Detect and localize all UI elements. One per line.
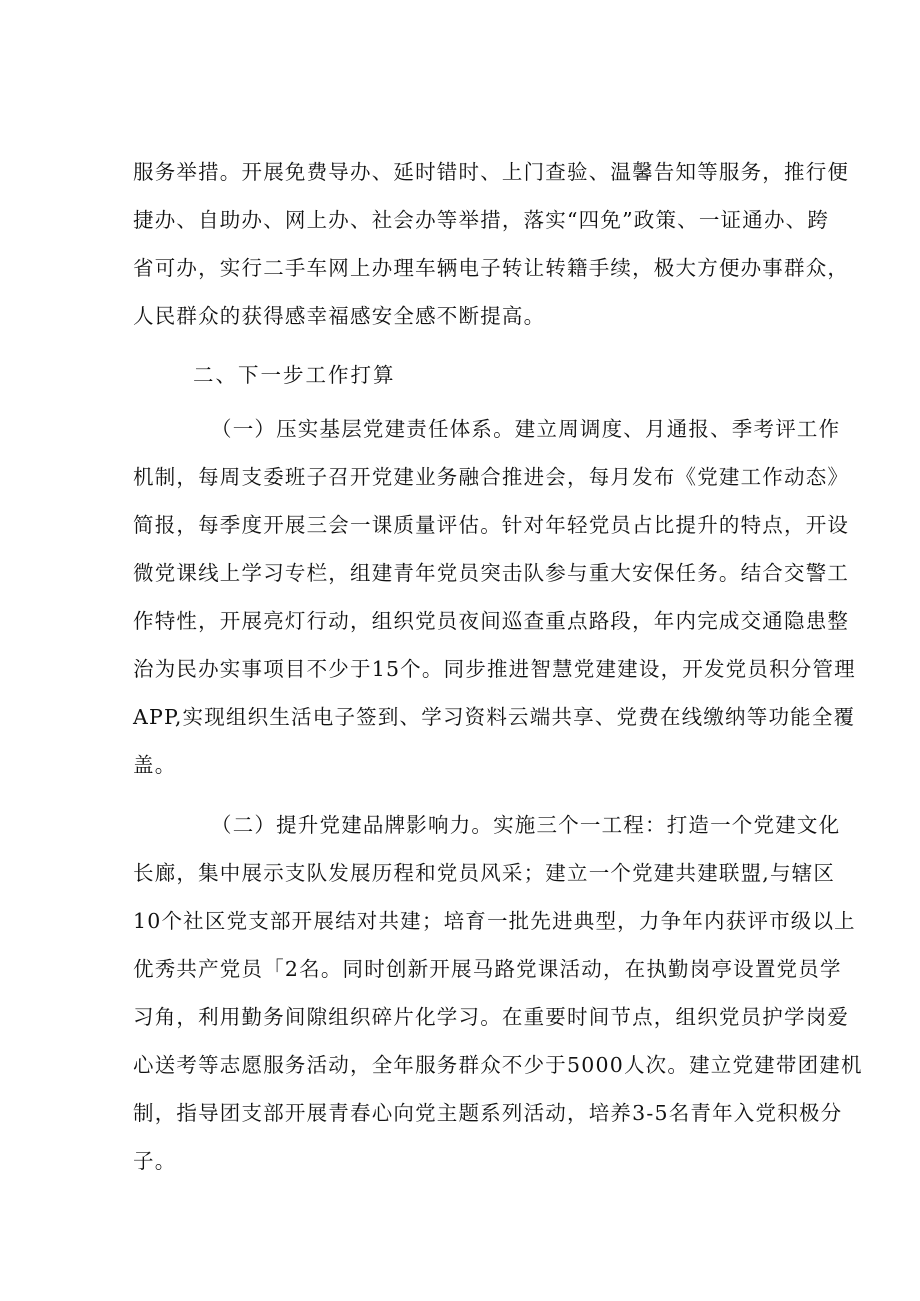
text-line: 捷办、自助办、网上办、社会办等举措，落实“四免”政策、一证通办、跨: [133, 208, 830, 232]
text-line: 微党课线上学习专栏，组建青年党员突击队参与重大安保任务。结合交警工: [133, 561, 850, 585]
text-line: 简报，每季度开展三会一课质量评估。针对年轻党员占比提升的特点，开设: [133, 513, 850, 537]
text-line: 省可办，实行二手车网上办理车辆电子转让转籍手续，极大方便办事群众，: [133, 256, 850, 280]
text-line: （一）压实基层党建责任体系。建立周调度、月通报、季考评工作: [211, 417, 841, 441]
paragraph-party-brand: [133, 801, 863, 1185]
text-line: 优秀共产党员「2名。同时创新开展马路党课活动，在执勤岗亭设置党员学: [133, 957, 842, 981]
text-line: 子。: [133, 1149, 177, 1173]
paragraph-party-responsibility: [133, 405, 856, 789]
spacer: [133, 340, 787, 351]
text-line: 心送考等志愿服务活动，全年服务群众不少于5000人次。建立党建带团建机: [133, 1053, 863, 1077]
text-line: 10个社区党支部开展结对共建；培育一批先进典型，力争年内获评市级以上: [133, 909, 856, 933]
text-line: 机制，每周支委班子召开党建业务融合推进会，每月发布《党建工作动态》: [133, 465, 850, 489]
spacer: [133, 789, 787, 801]
text-line: （二）提升党建品牌影响力。实施三个一工程：打造一个党建文化: [211, 813, 841, 837]
text-line: 作特性，开展亮灯行动，组织党员夜间巡查重点路段，年内完成交通隐患整: [133, 609, 850, 633]
document-page: [133, 148, 863, 1185]
text-line: 习角，利用勤务间隙组织碎片化学习。在重要时间节点，组织党员护学岗爱: [133, 1005, 850, 1029]
text-line: 盖。: [133, 753, 177, 777]
paragraph-service-measures: [133, 148, 850, 340]
text-line: 长廊，集中展示支队发展历程和党员风采；建立一个党建共建联盟,与辖区: [133, 861, 836, 885]
text-line: 制，指导团支部开展青春心向党主题系列活动，培养3-5名青年入党积极分: [133, 1101, 843, 1125]
text-line: 人民群众的获得感幸福感安全感不断提高。: [133, 304, 546, 328]
text-line: 治为民办实事项目不少于15个。同步推进智慧党建建设，开发党员积分管理: [133, 657, 856, 681]
text-line: APP,实现组织生活电子签到、学习资料云端共享、党费在线缴纳等功能全覆: [133, 705, 856, 729]
text-line: 服务举措。开展免费导办、延时错时、上门查验、温馨告知等服务，推行便: [133, 160, 850, 184]
section-heading: 二、下一步工作打算: [193, 363, 396, 387]
